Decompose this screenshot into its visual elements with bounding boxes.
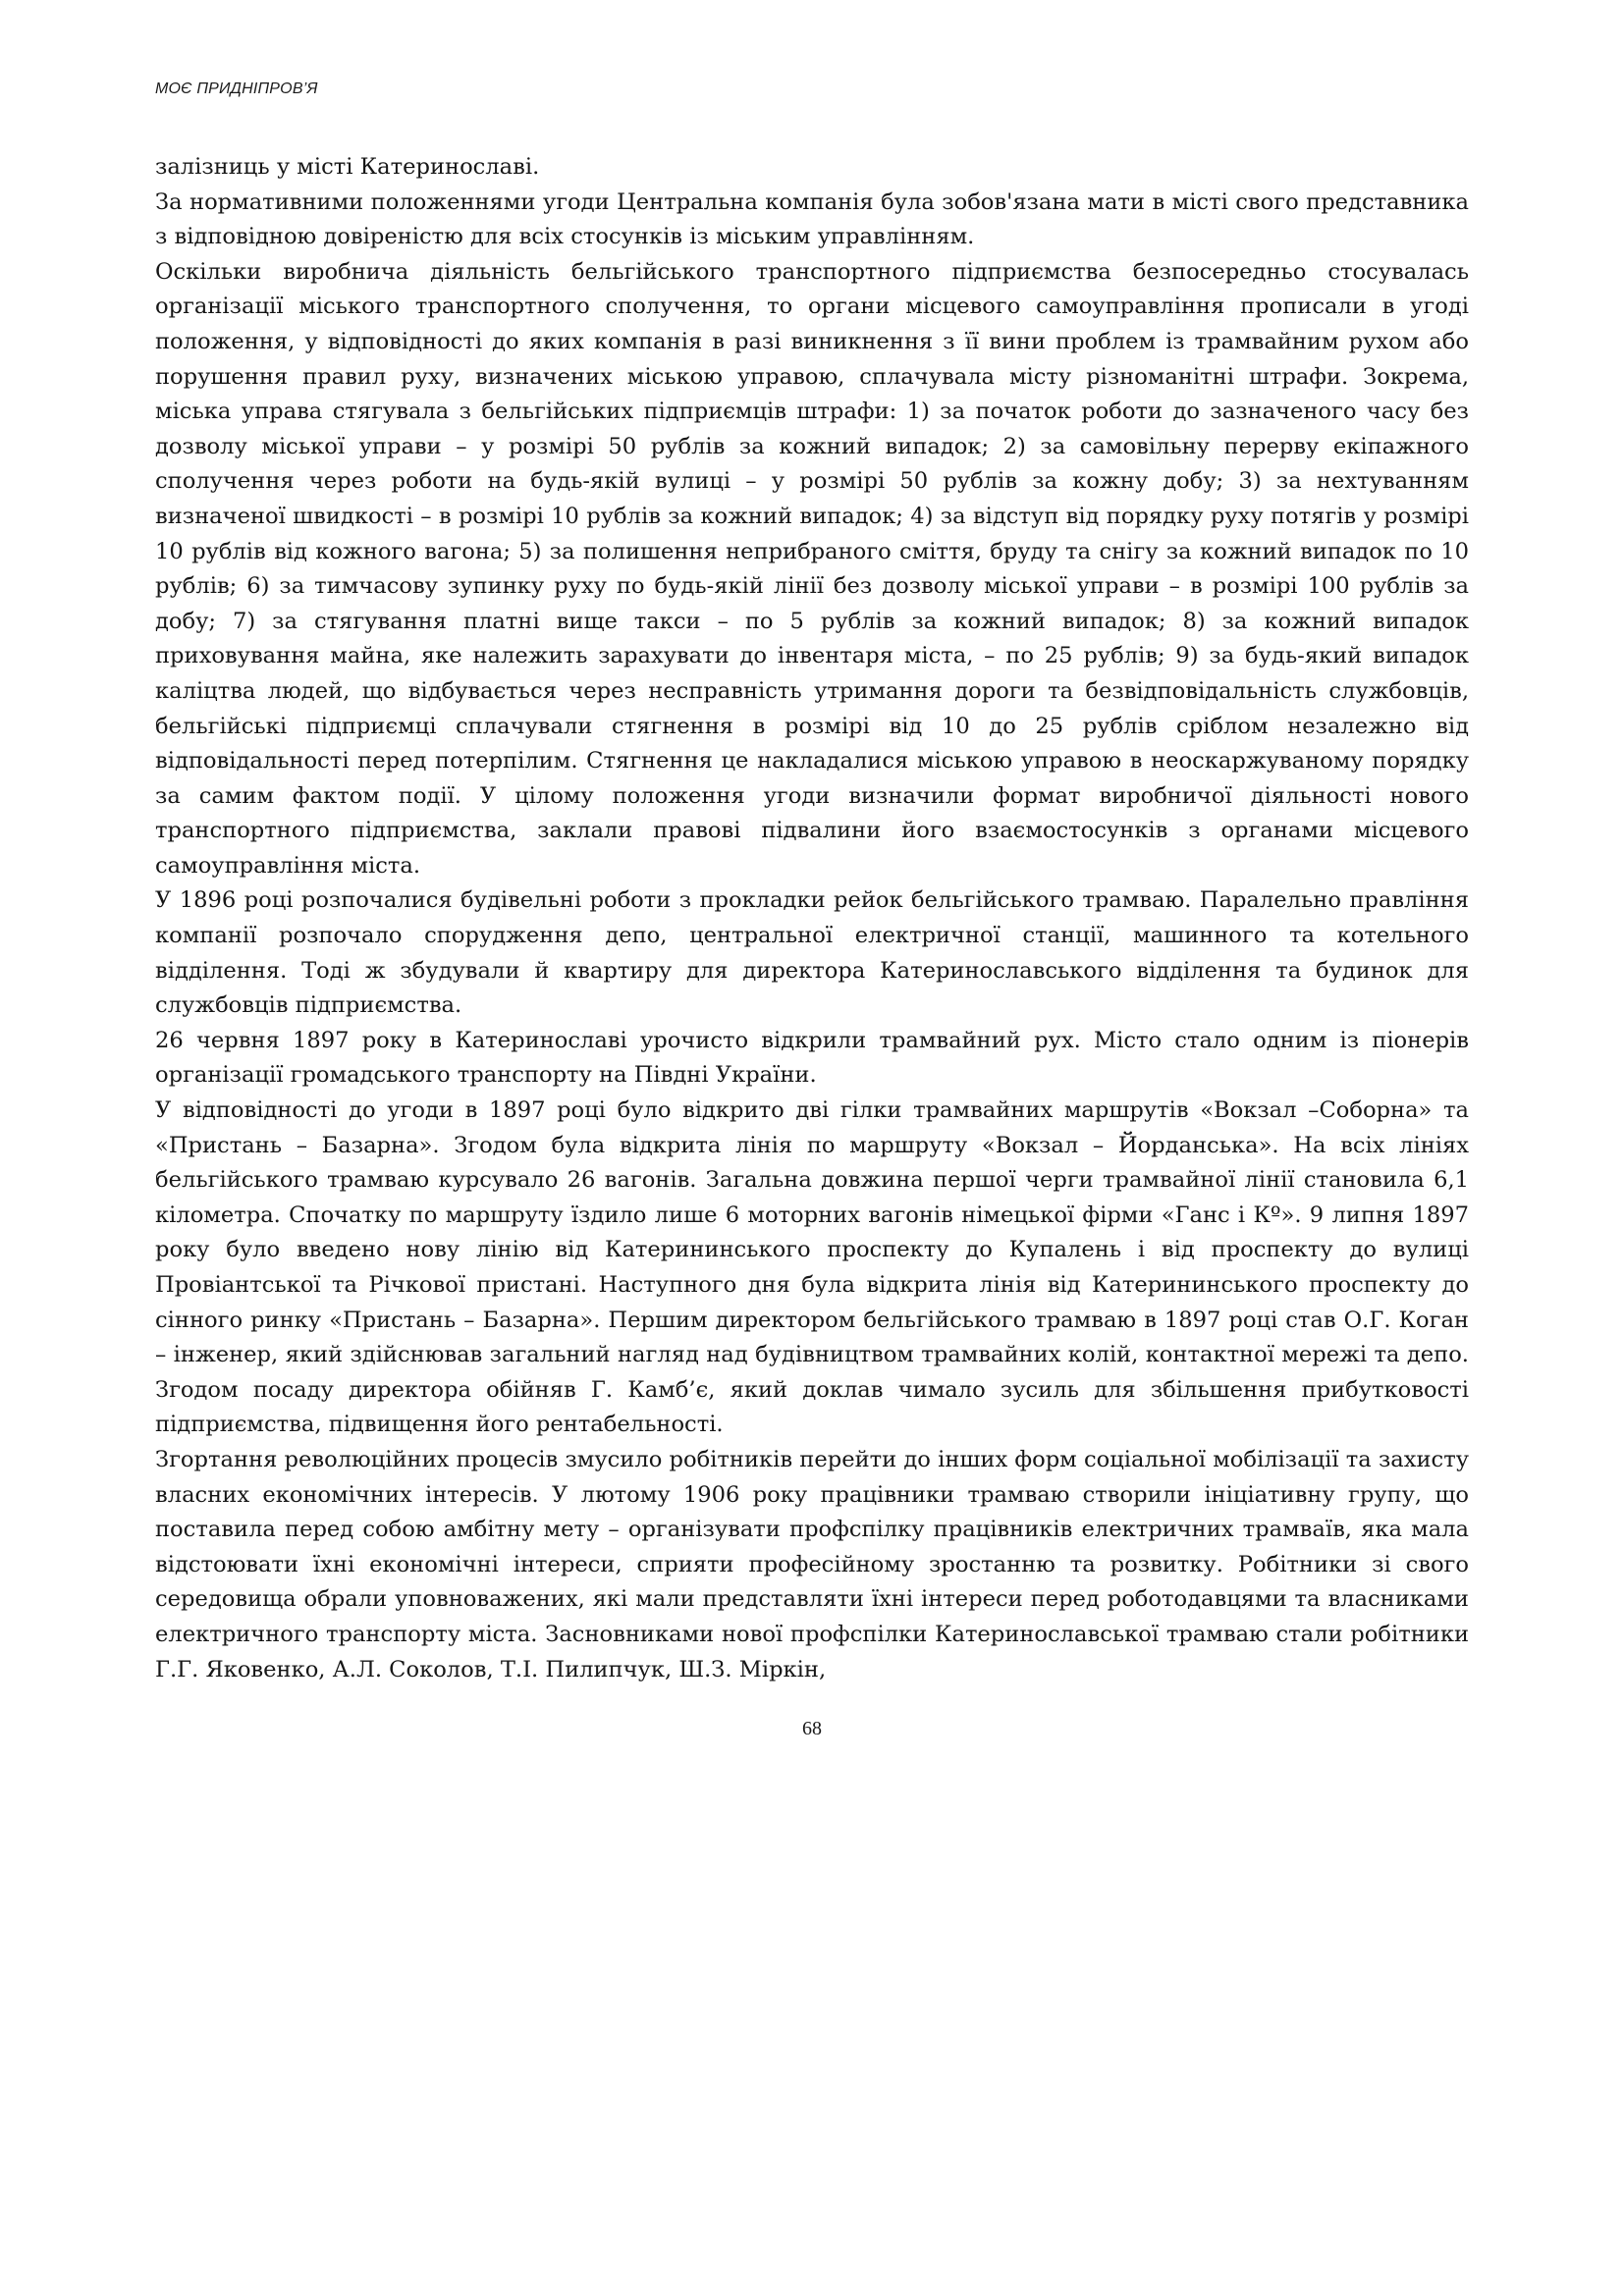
paragraph: У 1896 році розпочалися будівельні роботи з прокладки рейок бельгійського трамваю. Паралельно правління компанії розпочало спорудження депо, центральної електричної станції, машинного та котельного відділення. Тоді ж збудували й квартиру для директора Катеринославського відділення та будинок для службовців підприємства. <box>155 887 1469 1019</box>
article-body <box>155 150 1469 1687</box>
paragraph: У відповідності до угоди в 1897 році було відкрито дві гілки трамвайних маршрутів «Вокзал –Соборна» та «Пристань – Базарна». Згодом була відкрита лінія по маршруту «Вокзал – Йорданська». На всіх лініях бельгійського трамваю курсувало 26 вагонів. Загальна довжина першої черги трамвайної лінії становила 6,1 кілометра. Спочатку по маршруту їздило лише 6 моторних вагонів німецької фірми «Ганс і Кº». 9 липня 1897 року було введено нову лінію від Катерининського проспекту до Купалень і від проспекту до вулиці Провіантської та Річкової пристані. Наступного дня була відкрита лінія від Катерининського проспекту до сінного ринку «Пристань – Базарна». Першим директором бельгійського трамваю в 1897 році став О.Г. Коган – інженер, який здійснював загальний нагляд над будівництвом трамвайних колій, контактної мережі та депо. Згодом посаду директора обійняв Г. Камб’є, який доклав чимало зусиль для збільшення прибутковості підприємства, підвищення його рентабельності. <box>155 1097 1469 1438</box>
paragraph: Оскільки виробнича діяльність бельгійського транспортного підприємства безпосередньо стосувалась організації міського транспортного сполучення, то органи місцевого самоуправління прописали в угоді положення, у відповідності до яких компанія в разі виникнення з її вини проблем із трамвайним рухом або порушення правил руху, визначених міською управою, сплачувала місту різноманітні штрафи. Зокрема, міська управа стягувала з бельгійських підприємців штрафи: 1) за початок роботи до зазначеного часу без дозволу міської управи – у розмірі 50 рублів за кожний випадок; 2) за самовільну перерву екіпажного сполучення через роботи на будь-якій вулиці – у розмірі 50 рублів за кожну добу; 3) за нехтуванням визначеної швидкості – в розмірі 10 рублів за кожний випадок; 4) за відступ від порядку руху потягів у розмірі 10 рублів від кожного вагона; 5) за полишення неприбраного сміття, бруду та снігу за кожний випадок по 10 рублів; 6) за тимчасову зупинку руху по будь-якій лінії без дозволу міської управи – в розмірі 100 рублів за добу; 7) за стягування платні вище такси – по 5 рублів за кожний випадок; 8) за кожний випадок приховування майна, яке належить зарахувати до інвентаря міста, – по 25 рублів; 9) за будь-який випадок каліцтва людей, що відбувається через несправність утримання дороги та безвідповідальність службовців, бельгійські підприємці сплачували стягнення в розмірі від 10 до 25 рублів сріблом незалежно від відповідальності перед потерпілим. Стягнення це накладалися міською управою в неоскаржуваному порядку за самим фактом події. У цілому положення угоди визначили формат виробничої діяльності нового транспортного підприємства, заклали правові підвалини його взаємостосунків з органами місцевого самоуправління міста. <box>155 258 1469 879</box>
paragraph: Згортання революційних процесів змусило робітників перейти до інших форм соціальної мобілізації та захисту власних економічних інтересів. У лютому 1906 року працівники трамваю створили ініціативну групу, що поставила перед собою амбітну мету – організувати профспілку працівників електричних трамваїв, яка мала відстоювати їхні економічні інтереси, сприяти професійному зростанню та розвитку. Робітники зі свого середовища обрали уповноважених, які мали представляти їхні інтереси перед роботодавцями та власниками електричного транспорту міста. Засновниками нової профспілки Катеринославської трамваю стали робітники Г.Г. Яковенко, А.Л. Соколов, Т.І. Пилипчук, Ш.З. Міркін, <box>155 1446 1469 1682</box>
paragraph: 26 червня 1897 року в Катеринославі урочисто відкрили трамвайний рух. Місто стало одним із піонерів організації громадського транспорту на Півдні України. <box>155 1027 1469 1089</box>
running-head: МОЄ ПРИДНІПРОВ’Я <box>155 80 318 97</box>
page-number: 68 <box>802 1718 822 1739</box>
paragraph: За нормативними положеннями угоди Центральна компанія була зобов'язана мати в місті свого представника з відповідною довіреністю для всіх стосунків із міським управлінням. <box>155 188 1469 250</box>
paragraph: залізниць у місті Катеринославі. <box>155 154 540 180</box>
